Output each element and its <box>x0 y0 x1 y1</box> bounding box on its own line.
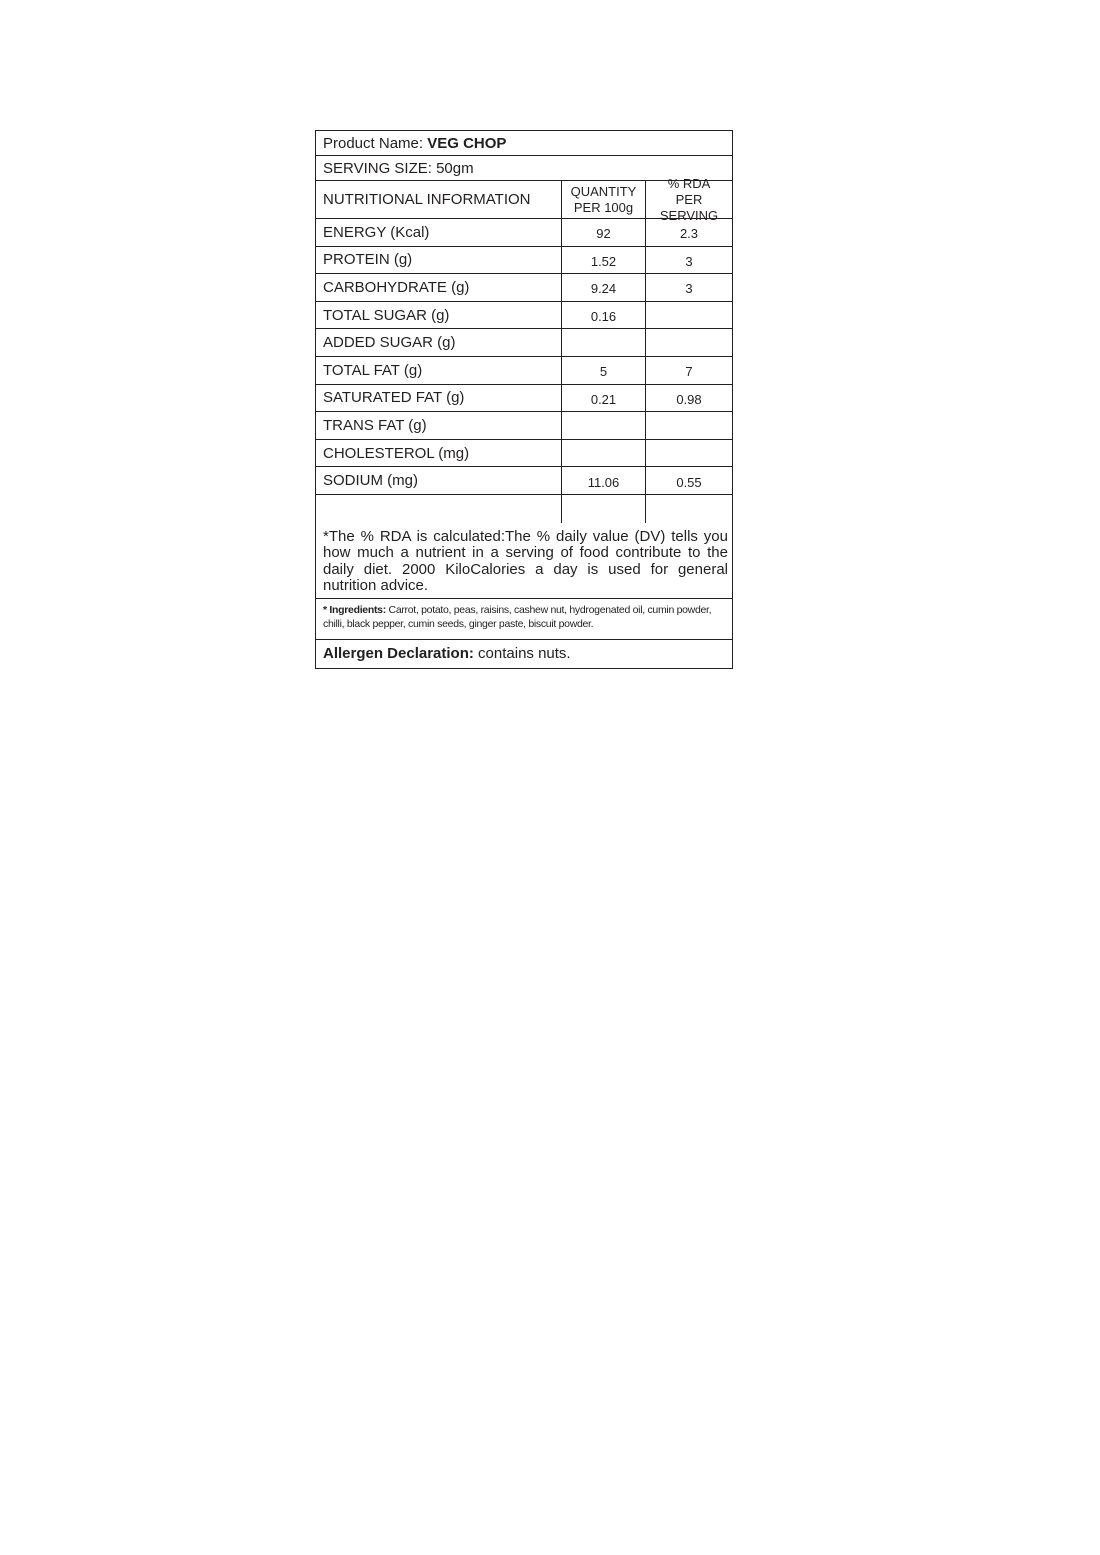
nutrient-name: ENERGY (Kcal) <box>323 223 430 241</box>
nutrient-name: SODIUM (mg) <box>323 472 418 490</box>
nutrient-name: ADDED SUGAR (g) <box>323 334 456 352</box>
nutrient-quantity: 5 <box>561 357 645 384</box>
nutrient-rows <box>316 219 732 523</box>
serving-size: SERVING SIZE: 50gm <box>323 159 474 177</box>
nutrient-rda <box>645 440 732 467</box>
nutrient-rda: 7 <box>645 357 732 384</box>
nutrient-rda <box>645 412 732 439</box>
ingredients-label: * Ingredients: <box>323 603 386 616</box>
nutrient-rda <box>645 302 732 329</box>
nutrient-row <box>316 219 732 247</box>
nutrient-row <box>316 274 732 302</box>
nutrient-name: CHOLESTEROL (mg) <box>323 444 470 462</box>
allergen-text: contains nuts. <box>478 645 571 663</box>
rda-note: *The % RDA is calculated:The % daily value (DV) tells you how much a nutrient in a serving of food contribute to the daily diet. 2000 KiloCalories a day is used for general nutrition advice. <box>323 527 728 595</box>
rda-note-row <box>316 523 732 599</box>
nutrient-rda: 3 <box>645 274 732 301</box>
rda-header-line2: PER SERVING <box>659 191 719 223</box>
quantity-header-line2: PER 100g <box>573 199 634 215</box>
nutrient-row <box>316 302 732 330</box>
nutrient-rda: 0.55 <box>645 467 732 494</box>
nutrition-header-row <box>316 175 732 223</box>
nutrient-name: PROTEIN (g) <box>323 251 413 269</box>
nutrient-quantity: 9.24 <box>561 274 645 301</box>
product-name <box>316 131 506 155</box>
allergen-label: Allergen Declaration: <box>323 645 474 663</box>
nutrient-row <box>316 440 732 468</box>
nutrient-row <box>316 412 732 440</box>
allergen-declaration <box>316 640 578 668</box>
nutrient-name: CARBOHYDRATE (g) <box>323 278 470 296</box>
nutrient-quantity: 0.21 <box>561 385 645 412</box>
nutrient-quantity <box>561 329 645 356</box>
nutrient-row <box>316 495 732 523</box>
nutrient-name <box>316 495 561 523</box>
nutrient-rda: 2.3 <box>645 219 732 246</box>
quantity-header <box>561 181 645 218</box>
nutrient-rda <box>645 329 732 356</box>
nutrient-row <box>316 385 732 413</box>
nutrient-name: SATURATED FAT (g) <box>323 389 465 407</box>
nutrient-quantity <box>561 412 645 439</box>
nutrient-row <box>316 357 732 385</box>
quantity-header-line1: QUANTITY <box>570 183 637 199</box>
allergen-row <box>316 640 732 668</box>
nutrient-quantity <box>561 440 645 467</box>
nutrient-quantity: 92 <box>561 219 645 246</box>
nutrient-name: TOTAL FAT (g) <box>323 361 423 379</box>
nutrition-header-title: NUTRITIONAL INFORMATION <box>323 191 531 208</box>
rda-header <box>645 175 732 223</box>
nutrient-row <box>316 247 732 275</box>
nutrient-quantity <box>561 495 645 523</box>
product-name-row <box>316 131 732 156</box>
ingredients <box>316 599 732 639</box>
ingredients-text: Carrot, potato, peas, raisins, cashew nut, hydrogenated oil, cumin powder, chilli, black pepper, cumin seeds, ginger paste, biscuit powder. <box>323 603 712 630</box>
nutrient-quantity: 1.52 <box>561 247 645 274</box>
nutrient-quantity: 11.06 <box>561 467 645 494</box>
nutrient-rda: 0.98 <box>645 385 732 412</box>
nutrient-name: TOTAL SUGAR (g) <box>323 306 450 324</box>
nutrient-rda: 3 <box>645 247 732 274</box>
nutrient-name: TRANS FAT (g) <box>323 416 427 434</box>
nutrient-row <box>316 467 732 495</box>
ingredients-row <box>316 599 732 640</box>
nutrition-label <box>315 130 733 669</box>
rda-header-line1: % RDA <box>667 175 711 191</box>
nutrient-quantity: 0.16 <box>561 302 645 329</box>
nutrient-row <box>316 329 732 357</box>
product-name-label: Product Name: <box>323 134 424 152</box>
product-name-value: VEG CHOP <box>427 134 507 152</box>
nutrient-rda <box>645 495 732 523</box>
